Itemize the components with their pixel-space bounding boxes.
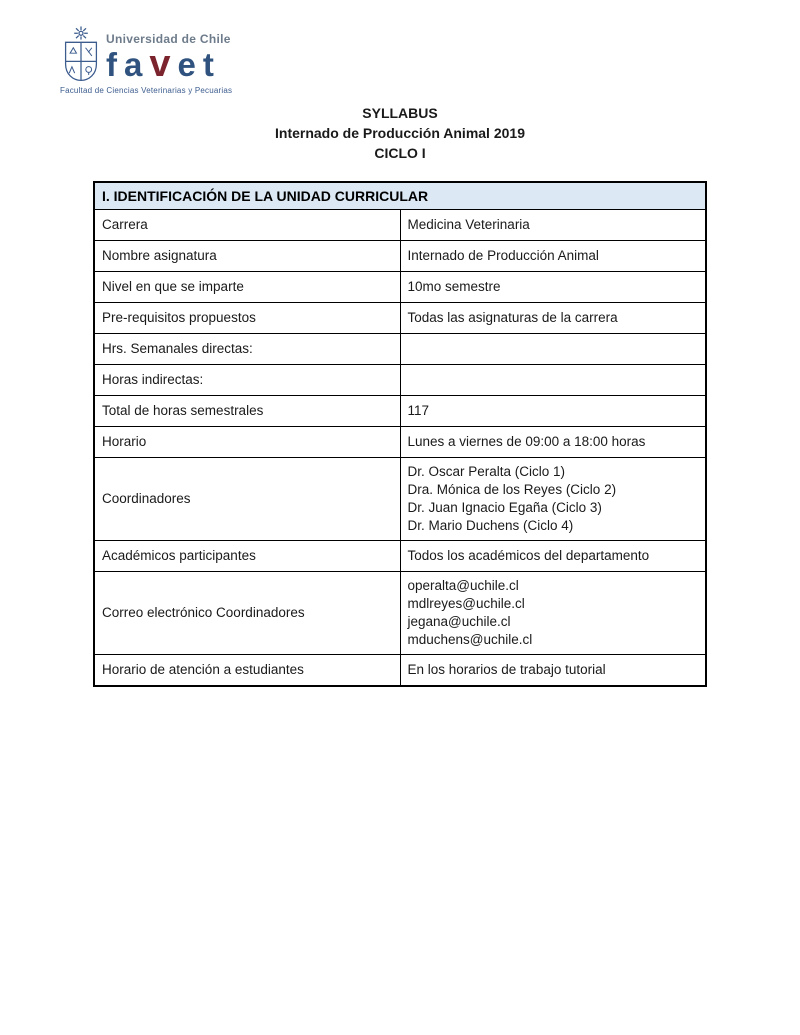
row-value: Todos los académicos del departamento	[400, 541, 706, 572]
value-line: Dr. Juan Ignacio Egaña (Ciclo 3)	[407, 500, 602, 515]
table-row	[94, 365, 706, 396]
favet-wordmark-pre: fa	[106, 46, 150, 83]
table-row	[94, 272, 706, 303]
university-crest-icon	[60, 26, 102, 84]
value-line: operalta@uchile.cl	[407, 578, 519, 593]
value-line: mduchens@uchile.cl	[407, 632, 533, 647]
row-value: En los horarios de trabajo tutorial	[400, 655, 706, 687]
favet-wordmark	[106, 43, 231, 85]
table-row	[94, 241, 706, 272]
row-label: Correo electrónico Coordinadores	[94, 572, 400, 655]
faculty-name: Facultad de Ciencias Veterinarias y Pecuarias	[60, 86, 233, 95]
row-value: 10mo semestre	[400, 272, 706, 303]
row-value: Lunes a viernes de 09:00 a 18:00 horas	[400, 427, 706, 458]
table-row	[94, 655, 706, 687]
row-label: Pre-requisitos propuestos	[94, 303, 400, 334]
row-value: Internado de Producción Animal	[400, 241, 706, 272]
table-row	[94, 541, 706, 572]
table-body	[94, 210, 706, 687]
identification-table	[93, 181, 707, 687]
row-value	[400, 365, 706, 396]
value-line: jegana@uchile.cl	[407, 614, 511, 629]
row-value: Todas las asignaturas de la carrera	[400, 303, 706, 334]
table-header-row	[94, 182, 706, 210]
title-cycle: CICLO I	[374, 145, 426, 161]
university-name: Universidad de Chile	[106, 32, 231, 46]
logo-text-block	[106, 26, 231, 85]
row-label: Hrs. Semanales directas:	[94, 334, 400, 365]
row-label: Coordinadores	[94, 458, 400, 541]
row-value: 117	[400, 396, 706, 427]
row-label: Horario de atención a estudiantes	[94, 655, 400, 687]
row-label: Carrera	[94, 210, 400, 241]
row-label: Nivel en que se imparte	[94, 272, 400, 303]
row-label: Total de horas semestrales	[94, 396, 400, 427]
table-row	[94, 210, 706, 241]
title-syllabus: SYLLABUS	[362, 105, 438, 121]
document-title	[0, 103, 800, 163]
favet-logo	[60, 26, 240, 95]
value-line: Dra. Mónica de los Reyes (Ciclo 2)	[407, 482, 617, 497]
row-value	[400, 334, 706, 365]
value-line: Dr. Mario Duchens (Ciclo 4)	[407, 518, 574, 533]
value-line: Dr. Oscar Peralta (Ciclo 1)	[407, 464, 566, 479]
row-value	[400, 572, 706, 655]
favet-wordmark-accent: v	[149, 43, 178, 85]
table-row	[94, 396, 706, 427]
row-label: Nombre asignatura	[94, 241, 400, 272]
table-header: I. IDENTIFICACIÓN DE LA UNIDAD CURRICULAR	[94, 182, 706, 210]
row-value: Medicina Veterinaria	[400, 210, 706, 241]
row-value	[400, 458, 706, 541]
row-label: Horas indirectas:	[94, 365, 400, 396]
row-label: Académicos participantes	[94, 541, 400, 572]
table-row	[94, 303, 706, 334]
value-line: mdlreyes@uchile.cl	[407, 596, 525, 611]
table-row	[94, 572, 706, 655]
table-row	[94, 427, 706, 458]
favet-wordmark-post: et	[177, 46, 221, 83]
title-course: Internado de Producción Animal 2019	[275, 125, 525, 141]
table-row	[94, 458, 706, 541]
logo-top	[60, 26, 240, 84]
table-row	[94, 334, 706, 365]
row-label: Horario	[94, 427, 400, 458]
